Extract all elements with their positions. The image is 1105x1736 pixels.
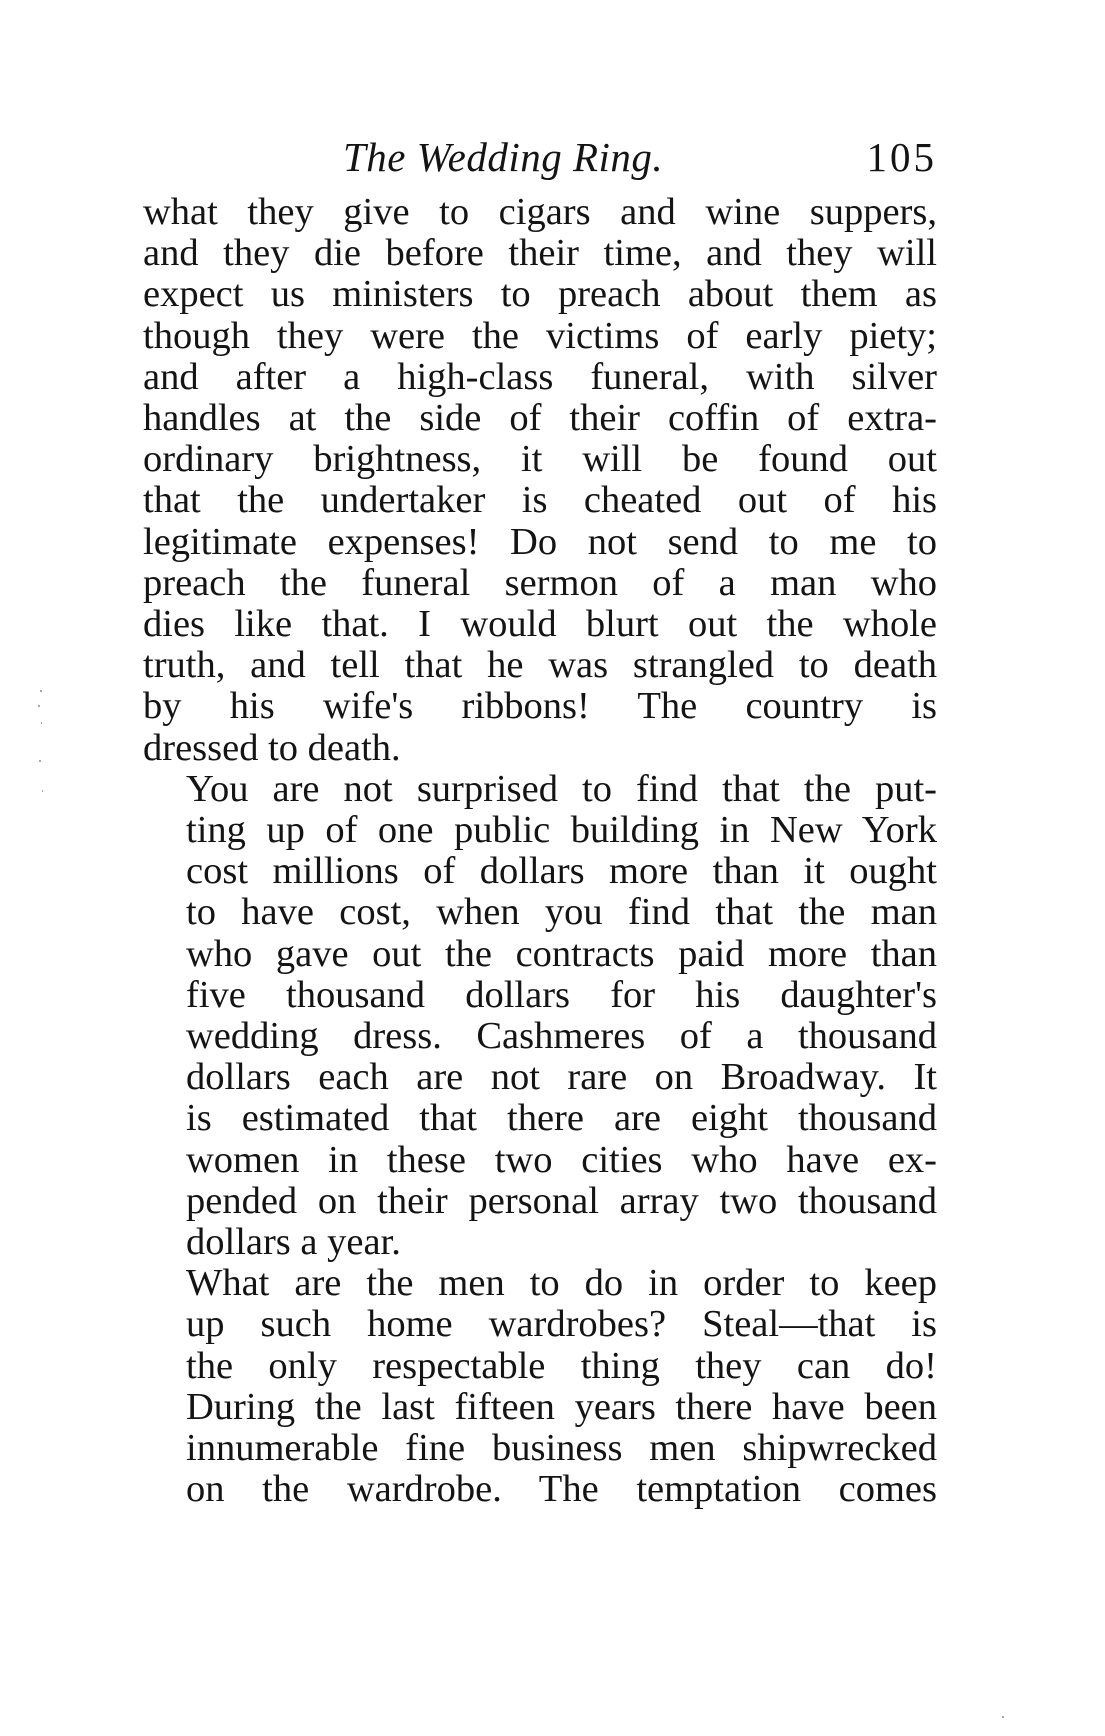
text-line: handles at the side of their coffin of extra- <box>143 398 937 440</box>
body-text <box>143 192 937 1511</box>
text-line: ting up of one public building in New York <box>186 810 937 852</box>
scan-speck <box>1002 1716 1004 1718</box>
text-line: truth, and tell that he was strangled to death <box>143 645 937 687</box>
text-line: pended on their personal array two thousand <box>186 1180 937 1222</box>
text-line: expect us ministers to preach about them as <box>143 274 937 316</box>
paragraph-1 <box>143 192 937 769</box>
text-line: dies like that. I would blurt out the whole <box>143 604 937 646</box>
text-line: wedding dress. Cashmeres of a thousand <box>186 1016 937 1058</box>
text-line: up such home wardrobes? Steal—that is <box>186 1304 937 1346</box>
scan-speck <box>41 722 42 724</box>
text-line: on the wardrobe. The temptation comes <box>186 1469 937 1511</box>
scan-speck <box>40 690 42 692</box>
text-line: cost millions of dollars more than it ought <box>186 851 937 893</box>
text-line: and after a high-class funeral, with silver <box>143 356 937 398</box>
text-line: ordinary brightness, it will be found out <box>143 439 937 481</box>
paragraph-3 <box>143 1263 937 1510</box>
text-line: and they die before their time, and they will <box>143 233 937 275</box>
scan-speck <box>39 760 41 762</box>
text-line: that the undertaker is cheated out of his <box>143 480 937 522</box>
paragraph-2 <box>143 769 937 1263</box>
text-line: the only respectable thing they can do! <box>186 1345 937 1387</box>
text-line: legitimate expenses! Do not send to me to <box>143 521 937 563</box>
text-line: is estimated that there are eight thousand <box>186 1098 937 1140</box>
text-line: innumerable fine business men shipwrecked <box>186 1428 937 1470</box>
page-number: 105 <box>866 134 937 180</box>
running-head <box>143 132 937 192</box>
text-line: What are the men to do in order to keep <box>186 1263 937 1305</box>
text-line: dollars each are not rare on Broadway. It <box>186 1057 937 1099</box>
running-title: The Wedding Ring. <box>343 134 664 180</box>
text-line: women in these two cities who have ex- <box>186 1139 937 1181</box>
text-line: During the last fifteen years there have been <box>186 1386 937 1428</box>
text-line: dollars a year. <box>186 1222 401 1264</box>
text-line: what they give to cigars and wine suppers, <box>143 192 937 233</box>
book-page <box>143 132 937 1511</box>
text-line: to have cost, when you find that the man <box>186 892 937 934</box>
text-line: You are not surprised to find that the put- <box>186 768 937 810</box>
text-line: dressed to death. <box>143 727 401 769</box>
text-line: five thousand dollars for his daughter's <box>186 974 937 1016</box>
text-line: by his wife's ribbons! The country is <box>143 686 937 728</box>
text-line: preach the funeral sermon of a man who <box>143 562 937 604</box>
text-line: though they were the victims of early piety; <box>143 315 937 357</box>
scan-speck <box>38 705 40 707</box>
text-line: who gave out the contracts paid more than <box>186 933 937 975</box>
scan-speck <box>42 790 43 792</box>
